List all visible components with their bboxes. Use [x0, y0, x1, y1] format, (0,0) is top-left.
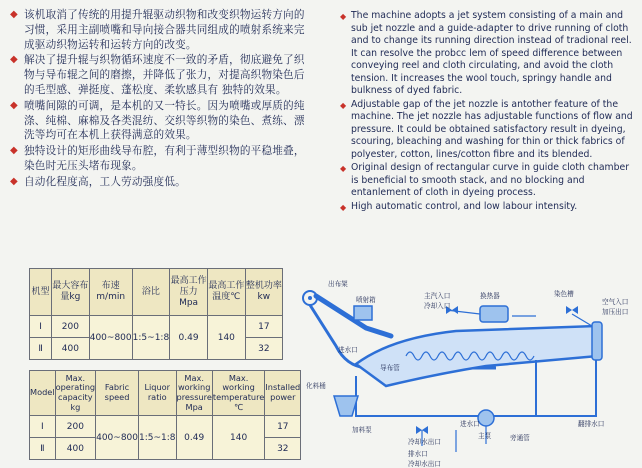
cell-pressure: 0.49	[170, 316, 208, 360]
header-ratio: Liquor ratio	[139, 371, 177, 416]
spec-table-zh	[29, 268, 283, 360]
label-main-steam: 主汽入口	[424, 292, 451, 300]
en-feature-2: ◆ Adjustable gap of the jet nozzle is antother feature of the machine. The jet nozzle has adjustable functions of flow and pressure. It could be obtained satisfactory result in dyeing, scouring, bleaching and washing for thin or thick fabrics of polyester, cotton, lines/cotton fibre and its blended.	[340, 98, 633, 160]
heat-exchanger	[480, 306, 508, 322]
cell-pressure: 0.49	[176, 416, 212, 460]
reel-hub-icon	[308, 296, 312, 300]
label-overflow: 翻排水口	[578, 420, 605, 428]
header-power: Installed power	[265, 371, 301, 416]
label-heat-exchanger: 换热器	[480, 292, 500, 300]
label-dye-tank: 染色槽	[554, 290, 574, 298]
label-cool-in-top: 冷却入口	[424, 302, 451, 310]
cell-model: Ⅰ	[30, 416, 56, 438]
cell-power: 17	[265, 416, 301, 438]
header-pressure: Max. working pressure Mpa	[176, 371, 212, 416]
diamond-bullet-icon: ◆	[340, 12, 347, 21]
table-header-row	[30, 371, 301, 416]
label-cool-in-bottom: 冷却水出口	[408, 460, 441, 468]
header-temperature: 最高工作温度℃	[207, 269, 245, 316]
label-air-in: 空气入口	[602, 298, 629, 306]
cell-capacity: 400	[55, 438, 96, 460]
zh-feature-2: ◆ 解决了提升辊与织物循环速度不一致的矛盾，彻底避免了织物与导布辊之间的磨擦，并降低了张力，对提高织物染色后的毛型感、弹挺度、蓬松度、柔软感具有 独特的效果。	[10, 54, 305, 96]
label-water-in-left: 进水口	[338, 346, 358, 354]
cell-capacity: 200	[52, 316, 90, 338]
cell-power: 32	[265, 438, 301, 460]
diamond-bullet-icon: ◆	[10, 54, 18, 66]
header-ratio: 浴比	[132, 269, 170, 316]
diamond-bullet-icon: ◆	[10, 145, 18, 157]
cell-temperature: 140	[207, 316, 245, 360]
chem-tank	[334, 396, 358, 416]
cell-temperature: 140	[212, 416, 264, 460]
label-chem-tank: 化料桶	[306, 382, 326, 390]
cell-ratio: 1:5~1:8	[132, 316, 170, 360]
zh-feature-4: ◆ 独特设计的矩形曲线导布腔，有利于薄型织物的平稳堆叠，染色时无压头堵布现象。	[10, 145, 305, 172]
label-dosing-pump: 加料泵	[352, 426, 372, 434]
label-cool-out: 冷却水出口	[408, 438, 441, 446]
zh-feature-5: ◆ 自动化程度高，工人劳动强度低。	[10, 175, 186, 188]
diamond-bullet-icon: ◆	[10, 175, 18, 187]
diamond-bullet-icon: ◆	[10, 9, 18, 20]
cell-model: Ⅱ	[30, 438, 56, 460]
en-feature-3: ◆ Original design of rectangular curve in guide cloth chamber is beneficial to smooth stack, and no blocking and entanlement of cloth in dyeing process.	[340, 162, 630, 198]
header-pressure: 最高工作压力Mpa	[170, 269, 208, 316]
cell-power: 32	[245, 338, 282, 360]
header-power: 整机功率kw	[245, 269, 282, 316]
label-pressure-in: 加压出口	[602, 308, 629, 316]
header-model: 机型	[30, 269, 52, 316]
header-temperature: Max. working temperature ℃	[212, 371, 264, 416]
table-header-row	[30, 269, 283, 316]
jet-box	[354, 306, 372, 320]
label-circulation-pipe: 旁通管	[510, 434, 530, 442]
cell-model: Ⅱ	[30, 338, 52, 360]
header-model: Model	[30, 371, 56, 416]
diamond-bullet-icon: ◆	[340, 202, 347, 212]
diamond-bullet-icon: ◆	[340, 100, 347, 110]
label-main-pump: 主泵	[478, 432, 492, 440]
cell-ratio: 1:5~1:8	[139, 416, 177, 460]
tank-end-cap	[592, 322, 602, 360]
label-outlet: 出布架	[328, 280, 348, 288]
label-guide-pipe: 导布管	[380, 364, 400, 372]
diamond-bullet-icon: ◆	[340, 164, 347, 173]
table-row	[30, 416, 301, 438]
zh-feature-3: ◆ 喷嘴间隙的可调，是本机的又一特长。因为喷嘴或厚质的纯涤、纯棉、麻棉及各类混纺、交织等织物的染色、煮练、漂洗等均可在本机上获得满意的效果。	[10, 99, 305, 142]
cell-model: Ⅰ	[30, 316, 52, 338]
label-water-in-mid: 进水口	[460, 420, 480, 428]
cell-power: 17	[245, 316, 282, 338]
zh-features	[10, 8, 310, 191]
cell-speed: 400~800	[89, 316, 132, 360]
header-speed: Fabric speed	[96, 371, 139, 416]
cell-capacity: 200	[55, 416, 96, 438]
zh-feature-1: ◆ 该机取消了传统的用提升辊驱动织物和改变织物运转方向的习惯，采用主副喷嘴和导向接合器共同组成的喷射系统来完成驱动织物运转和运转方向的改变。	[10, 9, 305, 51]
header-capacity: 最大容布量kg	[52, 269, 90, 316]
label-drain: 排水口	[408, 450, 428, 458]
machine-diagram	[296, 276, 642, 468]
valve-icon	[566, 306, 578, 314]
en-features	[340, 10, 636, 214]
header-capacity: Max. operating capacity kg	[55, 371, 96, 416]
header-speed: 布速m/min	[89, 269, 132, 316]
cell-speed: 400~800	[96, 416, 139, 460]
main-pump-icon	[478, 410, 494, 426]
cell-capacity: 400	[52, 338, 90, 360]
table-row	[30, 316, 283, 338]
label-nozzle: 喷射箱	[356, 296, 376, 304]
en-feature-4: ◆ High automatic control, and low labour intensity.	[340, 201, 636, 214]
diamond-bullet-icon: ◆	[10, 99, 18, 111]
spec-table-en	[29, 370, 301, 460]
pipe-line	[446, 310, 592, 326]
en-feature-1: ◆ The machine adopts a jet system consisting of a main and sub jet nozzle and a guide-adapter to drive running of cloth and to change its running direction instead of tradional reel. It can resolve the probcc lem of speed difference between conveying reel and cloth circulating, and avoid the cloth tension. It increases the wool touch, springy handle and bulkness of dyed fabric.	[340, 10, 632, 96]
